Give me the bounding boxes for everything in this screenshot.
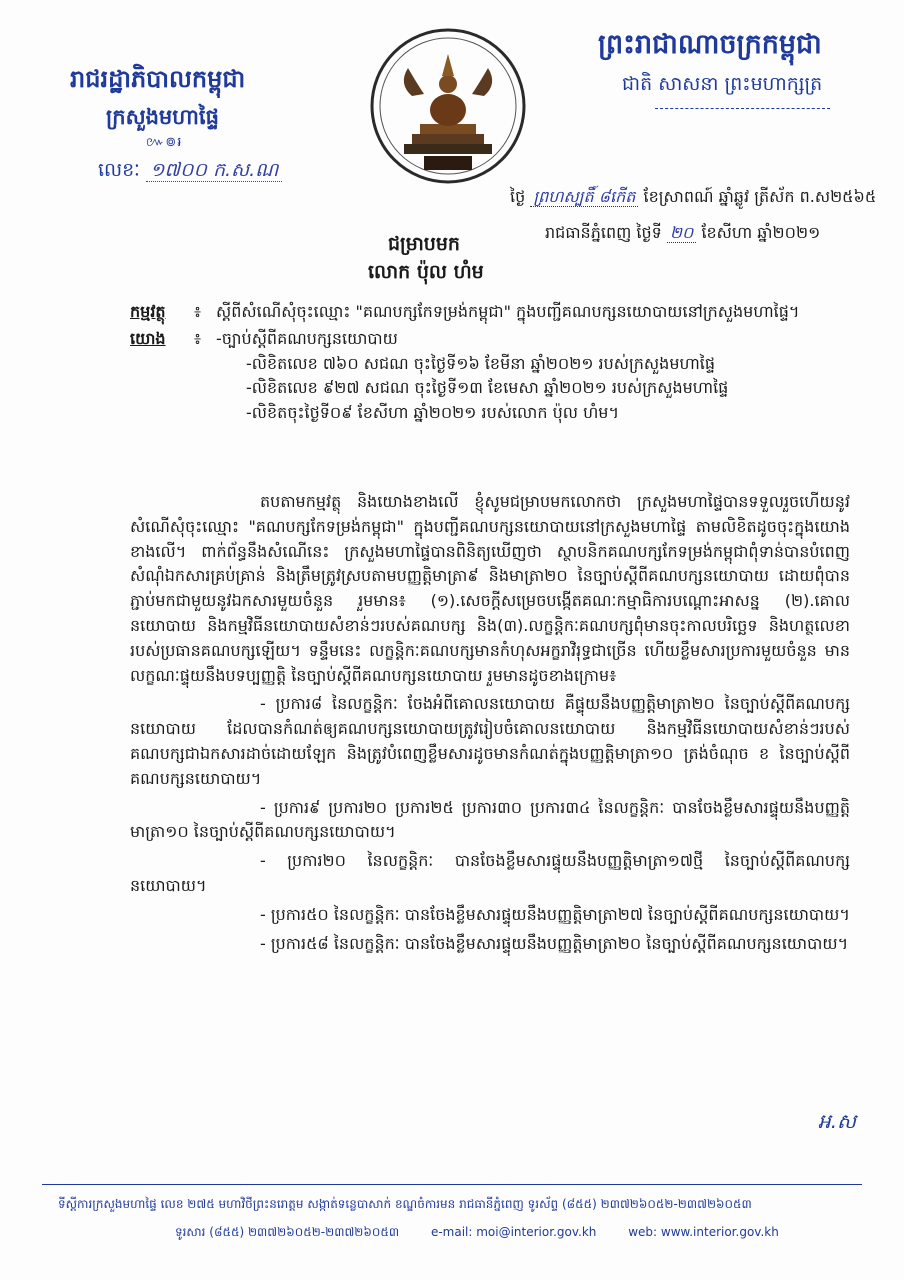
kingdom-title: ព្រះរាជាណាចក្រកម្ពុជា	[598, 29, 822, 60]
solar-date-rest: ខែសីហា ឆ្នាំ២០២១	[701, 223, 821, 242]
references-row	[130, 327, 850, 352]
reference-item: -លិខិតលេខ ៧៦០ សជណ ចុះថ្ងៃទី១៦ ខែមីនា ឆ្នាំ២០២១ របស់ក្រសួងមហាផ្ទៃ	[246, 353, 716, 373]
reference-value: ១៧០០ ក.ស.ណ	[146, 159, 282, 182]
subject-label: កម្មវត្ថុ	[130, 302, 166, 321]
article-item: - ប្រការ៩ ប្រការ២០ ប្រការ២៥ ប្រការ៣០ ប្រការ៣៤ នៃលក្ខន្តិកៈ បានចែងខ្លឹមសារផ្ទុយនឹងបញ្ញត្តិមាត្រា១០ នៃច្បាប់ស្តីពីគណបក្សនយោបាយ។	[130, 797, 850, 842]
reference-item: -ច្បាប់ស្តីពីគណបក្សនយោបាយ	[216, 328, 398, 348]
solar-date-prefix: រាជធានីភ្នំពេញ ថ្ងៃទី	[545, 223, 662, 242]
article-item: - ប្រការ២០ នៃលក្ខន្តិកៈ បានចែងខ្លឹមសារផ្ទុយនឹងបញ្ញត្តិមាត្រា១៧ថ្មី នៃច្បាប់ស្តីពីគណបក្សនយោបាយ។	[130, 851, 850, 895]
ministry-emblem-icon	[368, 24, 528, 194]
article-item: - ប្រការ៨ នៃលក្ខន្តិកៈ ចែងអំពីគោលនយោបាយ គឺផ្ទុយនឹងបញ្ញត្តិមាត្រា២០ នៃច្បាប់ស្តីពីគណបក្សនយោបាយ ដែលបានកំណត់ឲ្យគណបក្សនយោបាយត្រូវរៀបចំគោលនយោបាយ និងកម្មវិធីនយោបាយសំខាន់ៗរបស់គណបក្សជាឯកសារដាច់ដោយឡែក និងត្រូវបំពេញខ្លឹមសារដូចមានកំណត់ក្នុងបញ្ញត្តិមាត្រា១០ ត្រង់ចំណុច ខ នៃច្បាប់ស្តីពីគណបក្សនយោបាយ។	[130, 694, 850, 788]
lunar-date-rest: ខែស្រាពណ៍ ឆ្នាំឆ្លូវ ត្រីស័ក ព.ស២៥៦៥	[643, 187, 877, 206]
body-intro: តបតាមកម្មវត្ថុ និងយោងខាងលើ ខ្ញុំសូមជម្រាបមកលោកថា ក្រសួងមហាផ្ទៃបានទទួលរួចហើយនូវសំណើសុំចុះឈ្មោះ "គណបក្សកែទម្រង់កម្ពុជា" ក្នុងបញ្ជីគណបក្សនយោបាយនៅក្រសួងមហាផ្ទៃ តាមលិខិតដូចចុះក្នុងយោងខាងលើ។ ពាក់ព័ន្ធនឹងសំណើនេះ ក្រសួងមហាផ្ទៃបានពិនិត្យឃើញថា ស្ថាបនិកគណបក្សកែទម្រង់កម្ពុជាពុំទាន់បានបំពេញសំណុំឯកសារគ្រប់គ្រាន់ និងត្រឹមត្រូវស្របតាមបញ្ញត្តិមាត្រា៩ និងមាត្រា២០ នៃច្បាប់ស្តីពីគណបក្សនយោបាយ ដោយពុំបានភ្ជាប់មកជាមួយនូវឯកសារមួយចំនួន រួមមាន៖ (១).សេចក្តីសម្រេចបង្កើតគណៈកម្មាធិការបណ្តោះអាសន្ន (២).គោលនយោបាយ និងកម្មវិធីនយោបាយសំខាន់ៗរបស់គណបក្ស និង(៣).លក្ខន្តិកៈគណបក្សពុំមានចុះកាលបរិច្ឆេទ និងហត្ថលេខារបស់ប្រធានគណបក្សឡើយ។ ទន្ទឹមនេះ លក្ខន្តិកៈគណបក្សមានកំហុសអក្ខរាវិរុទ្ធជាច្រើន ហើយខ្លឹមសារប្រការមួយចំនួន មានលក្ខណៈផ្ទុយនឹងបទប្បញ្ញត្តិ នៃច្បាប់ស្តីពីគណបក្សនយោបាយ រួមមានដូចខាងក្រោម៖	[130, 492, 850, 685]
national-motto: ជាតិ សាសនា ព្រះមហាក្សត្រ	[622, 73, 823, 95]
salutation: ជម្រាបមក	[388, 233, 460, 255]
solar-date	[545, 222, 820, 246]
footer-web[interactable]: web: www.interior.gov.kh	[628, 1225, 779, 1239]
reference-item: -លិខិតលេខ ៩២៧ សជណ ចុះថ្ងៃទី១៣ ខែមេសា ឆ្នាំ២០២១ របស់ក្រសួងមហាផ្ទៃ	[246, 378, 729, 398]
letter-body	[130, 490, 850, 960]
lunar-date	[510, 186, 876, 210]
lunar-date-prefix: ថ្ងៃ	[510, 187, 526, 206]
references-sep: ៖	[194, 328, 202, 348]
subject-sep: ៖	[194, 302, 202, 321]
handwritten-initials: អ.ស	[818, 1109, 857, 1133]
government-name: រាជរដ្ឋាភិបាលកម្ពុជា	[70, 65, 246, 93]
footer-divider	[42, 1184, 862, 1185]
article-item: - ប្រការ៥៨ នៃលក្ខន្តិកៈ បានចែងខ្លឹមសារផ្ទុយនឹងបញ្ញត្តិមាត្រា២០ នៃច្បាប់ស្តីពីគណបក្សនយោបាយ។	[260, 933, 849, 953]
reference-item: -លិខិតចុះថ្ងៃទី០៩ ខែសីហា ឆ្នាំ២០២១ របស់លោក ប៉ុល ហំម។	[246, 403, 619, 423]
reference-number	[98, 158, 282, 186]
footer-email[interactable]: e-mail: moi@interior.gov.kh	[430, 1225, 597, 1239]
footer-fax: ទូរសារ (៨៥៥) ២៣៧២៦០៥២-២៣៧២៦០៥៣	[175, 1225, 400, 1239]
reference-label: លេខៈ	[98, 159, 140, 181]
footer-contacts	[175, 1224, 807, 1242]
subject-text: ស្តីពីសំណើសុំចុះឈ្មោះ "គណបក្សកែទម្រង់កម្ពុជា" ក្នុងបញ្ជីគណបក្សនយោបាយនៅក្រសួងមហាផ្ទៃ។	[216, 302, 800, 321]
ministry-name: ក្រសួងមហាផ្ទៃ	[106, 105, 219, 129]
ornament-divider: ៚៙៛	[146, 135, 183, 150]
subject-block	[130, 300, 850, 426]
article-item: - ប្រការ៥០ នៃលក្ខន្តិកៈ បានចែងខ្លឹមសារផ្ទុយនឹងបញ្ញត្តិមាត្រា២៧ នៃច្បាប់ស្តីពីគណបក្សនយោបាយ។	[260, 904, 850, 924]
solar-date-handwritten: ២០	[667, 223, 696, 243]
subject-row	[130, 300, 850, 325]
references-label: យោង	[130, 328, 166, 348]
reference-list	[216, 352, 850, 426]
motto-divider	[655, 108, 830, 109]
recipient-name: លោក ប៉ុល ហំម	[368, 261, 484, 283]
lunar-date-handwritten: ព្រហស្បតិ៍ ៨កើត	[530, 187, 638, 207]
footer-address: ទីស្តីការក្រសួងមហាផ្ទៃ លេខ ២៧៥ មហាវិថីព្រះនរោត្តម សង្កាត់ទន្លេបាសាក់ ខណ្ឌចំការមន រាជធានីភ្នំពេញ ទូរស័ព្ទ (៨៥៥) ២៣៧២៦០៥២-២៣៧២៦០៥៣	[58, 1197, 752, 1211]
